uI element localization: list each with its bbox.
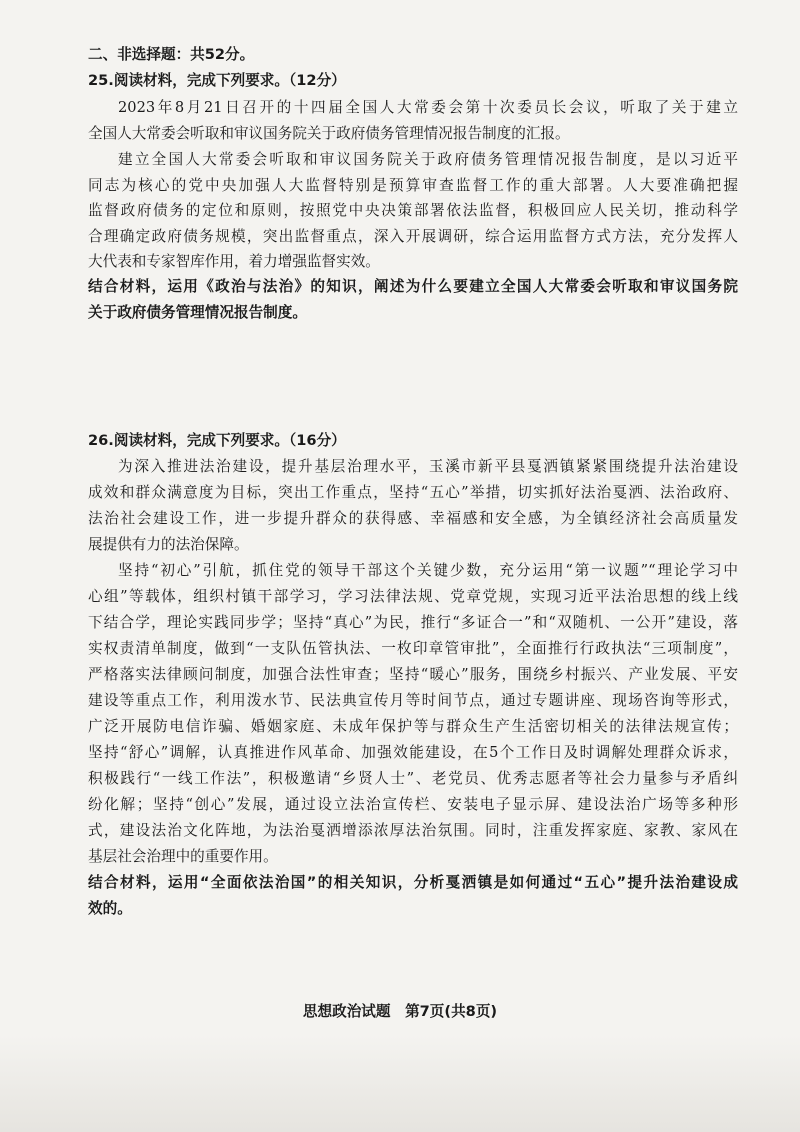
q26-line: 法治社会建设工作，进一步提升群众的获得感、幸福感和安全感，为全镇经济社会高质量发 bbox=[88, 510, 738, 527]
q26-line: 式，建设法治文化阵地，为法治戛洒增添浓厚法治氛围。同时，注重发挥家庭、家教、家风在 bbox=[88, 822, 738, 839]
q26-line: 心组”等载体，组织村镇干部学习，学习法律法规、党章党规，实现习近平法治思想的线上线 bbox=[88, 588, 738, 605]
q25-prompt: 关于政府债务管理情况报告制度。 bbox=[88, 304, 307, 321]
section-title: 二、非选择题：共52分。 bbox=[88, 46, 255, 63]
q26-heading: 26.阅读材料，完成下列要求。（16分） bbox=[88, 432, 346, 449]
q26-line: 建设等重点工作，利用泼水节、民法典宣传月等时间节点，通过专题讲座、现场咨询等形式， bbox=[88, 692, 738, 709]
q25-line: 2023年8月21日召开的十四届全国人大常委会第十次委员长会议，听取了关于建立 bbox=[118, 99, 738, 116]
q26-line: 严格落实法律顾问制度，加强合法性审查；坚持“暖心”服务，围绕乡村振兴、产业发展、平安 bbox=[88, 666, 738, 683]
page-footer: 思想政治试题 第7页(共8页) bbox=[302, 1003, 498, 1020]
q26-line: 坚持“舒心”调解，认真推进作风革命、加强效能建设，在5个工作日及时调解处理群众诉求， bbox=[88, 744, 738, 761]
q25-line: 全国人大常委会听取和审议国务院关于政府债务管理情况报告制度的汇报。 bbox=[88, 125, 570, 142]
q26-prompt: 效的。 bbox=[88, 900, 132, 917]
q26-line: 下结合学，理论实践同步学；坚持“真心”为民，推行“多证合一”和“双随机、一公开”建设，落 bbox=[88, 614, 738, 631]
q25-line: 监督政府债务的定位和原则，按照党中央决策部署依法监督，积极回应人民关切，推动科学 bbox=[88, 202, 738, 219]
q25-line: 建立全国人大常委会听取和审议国务院关于政府债务管理情况报告制度，是以习近平 bbox=[118, 151, 738, 168]
q26-line: 积极践行“一线工作法”，积极邀请“乡贤人士”、老党员、优秀志愿者等社会力量参与矛盾纠 bbox=[88, 770, 738, 787]
q26-line: 纷化解；坚持“创心”发展，通过设立法治宣传栏、安装电子显示屏、建设法治广场等多种形 bbox=[88, 796, 738, 813]
q25-heading: 25.阅读材料，完成下列要求。（12分） bbox=[88, 72, 346, 89]
q25-line: 同志为核心的党中央加强人大监督特别是预算审查监督工作的重大部署。人大要准确把握 bbox=[88, 177, 738, 194]
q26-line: 坚持“初心”引航，抓住党的领导干部这个关键少数，充分运用“第一议题”“理论学习中 bbox=[118, 562, 738, 579]
q26-line: 实权责清单制度，做到“一支队伍管执法、一枚印章管审批”，全面推行行政执法“三项制度”， bbox=[88, 640, 738, 657]
q26-line: 展提供有力的法治保障。 bbox=[88, 536, 249, 553]
scan-shadow bbox=[0, 1035, 800, 1132]
q25-line: 合理确定政府债务规模，突出监督重点，深入开展调研，综合运用监督方式方法，充分发挥人 bbox=[88, 228, 738, 245]
q26-prompt: 结合材料，运用“全面依法治国”的相关知识，分析戛洒镇是如何通过“五心”提升法治建设成 bbox=[88, 874, 738, 891]
q26-line: 成效和群众满意度为目标，突出工作重点，坚持“五心”举措，切实抓好法治戛洒、法治政府、 bbox=[88, 484, 738, 501]
q25-prompt: 结合材料，运用《政治与法治》的知识，阐述为什么要建立全国人大常委会听取和审议国务院 bbox=[88, 278, 738, 295]
q25-line: 大代表和专家智库作用，着力增强监督实效。 bbox=[88, 253, 380, 270]
q26-line: 为深入推进法治建设，提升基层治理水平，玉溪市新平县戛洒镇紧紧围绕提升法治建设 bbox=[118, 458, 738, 475]
q26-line: 基层社会治理中的重要作用。 bbox=[88, 848, 278, 865]
q26-line: 广泛开展防电信诈骗、婚姻家庭、未成年保护等与群众生产生活密切相关的法律法规宣传； bbox=[88, 718, 738, 735]
